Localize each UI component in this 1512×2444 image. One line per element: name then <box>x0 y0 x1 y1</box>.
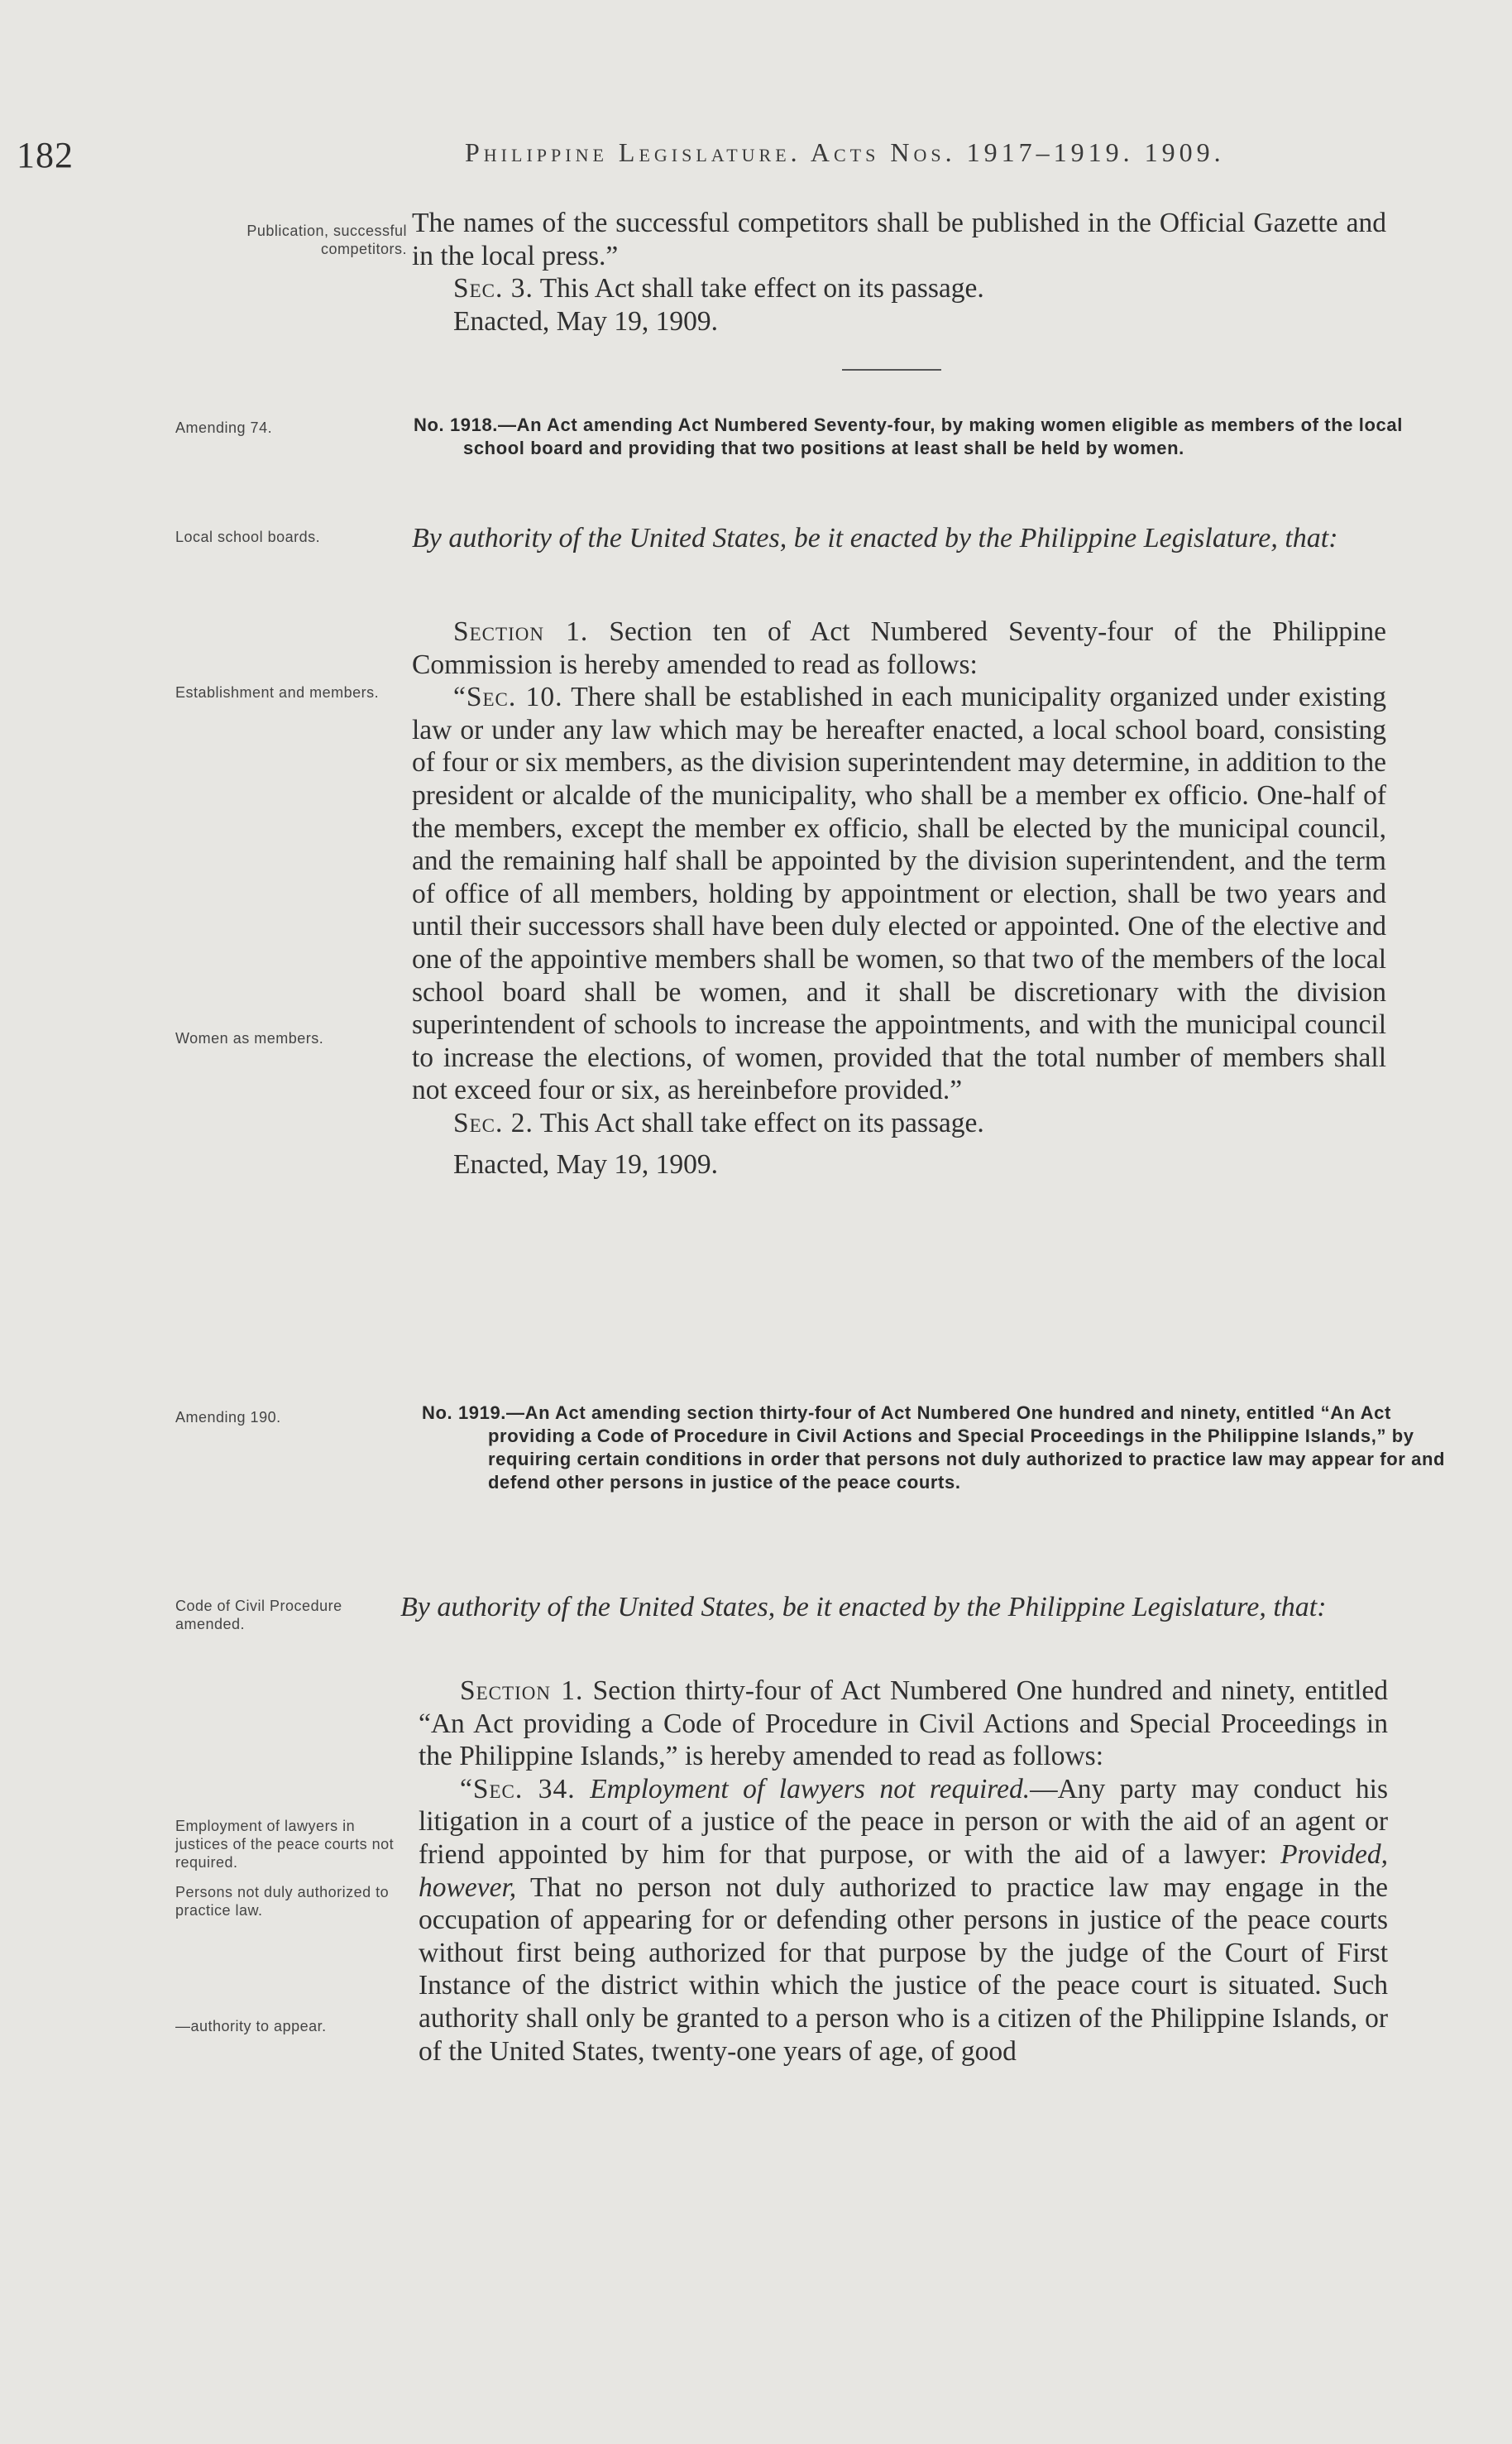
act-1919-enacting-clause: By authority of the United States, be it enacted by the Philippine Legislature, that: <box>400 1592 1327 1622</box>
act-1919-title <box>422 1402 1454 1494</box>
page-number: 182 <box>17 135 74 175</box>
margin-note-employment: Employment of lawyers in justices of the peace courts not required. <box>175 1818 395 1871</box>
margin-note-authority: —authority to appear. <box>175 2018 327 2034</box>
running-head: Philippine Legislature. Acts Nos. 1917–1919. 1909. <box>465 137 1225 167</box>
proviso: Provided, however, <box>419 1838 1388 1903</box>
act-1917-paragraph: The names of the successful competitors shall be published in the Official Gazette and in the local press.” <box>412 208 1386 271</box>
section-divider <box>842 369 941 371</box>
margin-note-local-school-boards: Local school boards. <box>175 529 321 545</box>
margin-note-code-civil: Code of Civil Procedure amended. <box>175 1598 342 1632</box>
margin-note-women-members: Women as members. <box>175 1030 324 1047</box>
section-text: This Act shall take effect on its passage. <box>539 273 984 304</box>
section-label: Section 1. <box>453 616 589 647</box>
margin-note-establishment: Establishment and members. <box>175 684 380 701</box>
act-1918-body <box>412 616 1386 1181</box>
act-1917-section-3 <box>412 272 1386 305</box>
act-1917-closing <box>412 207 1386 338</box>
act-1919-section-34 <box>419 1773 1388 2068</box>
act-1919-section-1 <box>419 1675 1388 1773</box>
margin-note-amending-190: Amending 190. <box>175 1409 281 1426</box>
section-label: “Sec. 34. <box>460 1773 576 1804</box>
act-number: No. 1918. <box>414 415 499 435</box>
act-title: —An Act amending section thirty-four of Act Numbered One hundred and ninety, entitled “An Act providing a Code of Procedure in Civil Actions and Special Proceedings in the Philippine Islands,” by requiring certain conditions in order that persons not duly authorized to practice law may appear for and defend other persons in justice of the peace courts. <box>488 1402 1446 1493</box>
section-text: Section thirty-four of Act Numbered One hundred and ninety, entitled “An Act providing a Code of Procedure in Civil Actions and Special Proceedings in the Philippine Islands,” is hereby amended to read as follows: <box>419 1675 1388 1772</box>
act-1918-section-10 <box>412 681 1386 1107</box>
section-text: Section ten of Act Numbered Seventy-four of the Philippine Commission is hereby amended to read as follows: <box>412 616 1387 680</box>
section-label: “Sec. 10. <box>453 682 563 713</box>
act-1919-body <box>419 1675 1388 2068</box>
act-1918-title <box>414 414 1438 460</box>
section-label: Section 1. <box>460 1675 584 1706</box>
act-1918-enacted: Enacted, May 19, 1909. <box>453 1148 719 1180</box>
act-1918-section-2 <box>412 1107 1386 1140</box>
act-1918-section-1 <box>412 616 1386 681</box>
section-text: This Act shall take effect on its passage. <box>539 1107 984 1138</box>
act-title: —An Act amending Act Numbered Seventy-four, by making women eligible as members of the local school board and providing that two positions at least shall be held by women. <box>463 415 1403 458</box>
margin-note-publication: Publication, successful competitors. <box>246 223 407 257</box>
margin-note-amending-74: Amending 74. <box>175 419 273 436</box>
section-heading: Employment of lawyers not required. <box>590 1773 1031 1804</box>
act-number: No. 1919. <box>422 1402 507 1423</box>
act-1917-enacted: Enacted, May 19, 1909. <box>453 305 719 337</box>
section-label: Sec. 2. <box>453 1107 534 1138</box>
section-text: —Any party may conduct his litigation in a court of a justice of the peace in person or with the aid of an agent or friend appointed by him for that purpose, or with the aid of a lawyer: <box>419 1773 1389 1870</box>
section-text: There shall be established in each municipality organized under existing law or under any law which may be hereafter enacted, a local school board, consisting of four or six members, as the division superintendent may determine, in addition to the president or alcalde of the municipality, who shall be a member ex officio. One-half of the members, except the member ex officio, shall be elected by the municipal council, and the remaining half shall be appointed by the division superintendent, and the term of office of all members, holding by appointment or election, shall be two years and until their successors shall have been duly elected or appointed. One of the elective and one of the appointive members shall be women, so that two of the members of the local school board shall be women, and it shall be discretionary with the division superintendent of schools to increase the appointments, and with the municipal council to increase the elections, of women, provided that the total number of members shall not exceed four or six, as hereinbefore provided.” <box>412 682 1386 1106</box>
act-1918-enacting-clause: By authority of the United States, be it enacted by the Philippine Legislature, that: <box>412 523 1338 553</box>
section-text-continued: That no person not duly authorized to practice law may engage in the occupation of appearing for or defending other persons in justice of the peace courts without first being authorized for that purpose by the judge of the Court of First Instance of the district within which the justice of the peace court is situated. Such authority shall only be granted to a person who is a citizen of the Philippine Islands, or of the United States, twenty-one years of age, of good <box>419 1871 1388 2067</box>
margin-note-persons-not: Persons not duly authorized to practice law. <box>175 1884 390 1919</box>
section-label: Sec. 3. <box>453 273 534 304</box>
